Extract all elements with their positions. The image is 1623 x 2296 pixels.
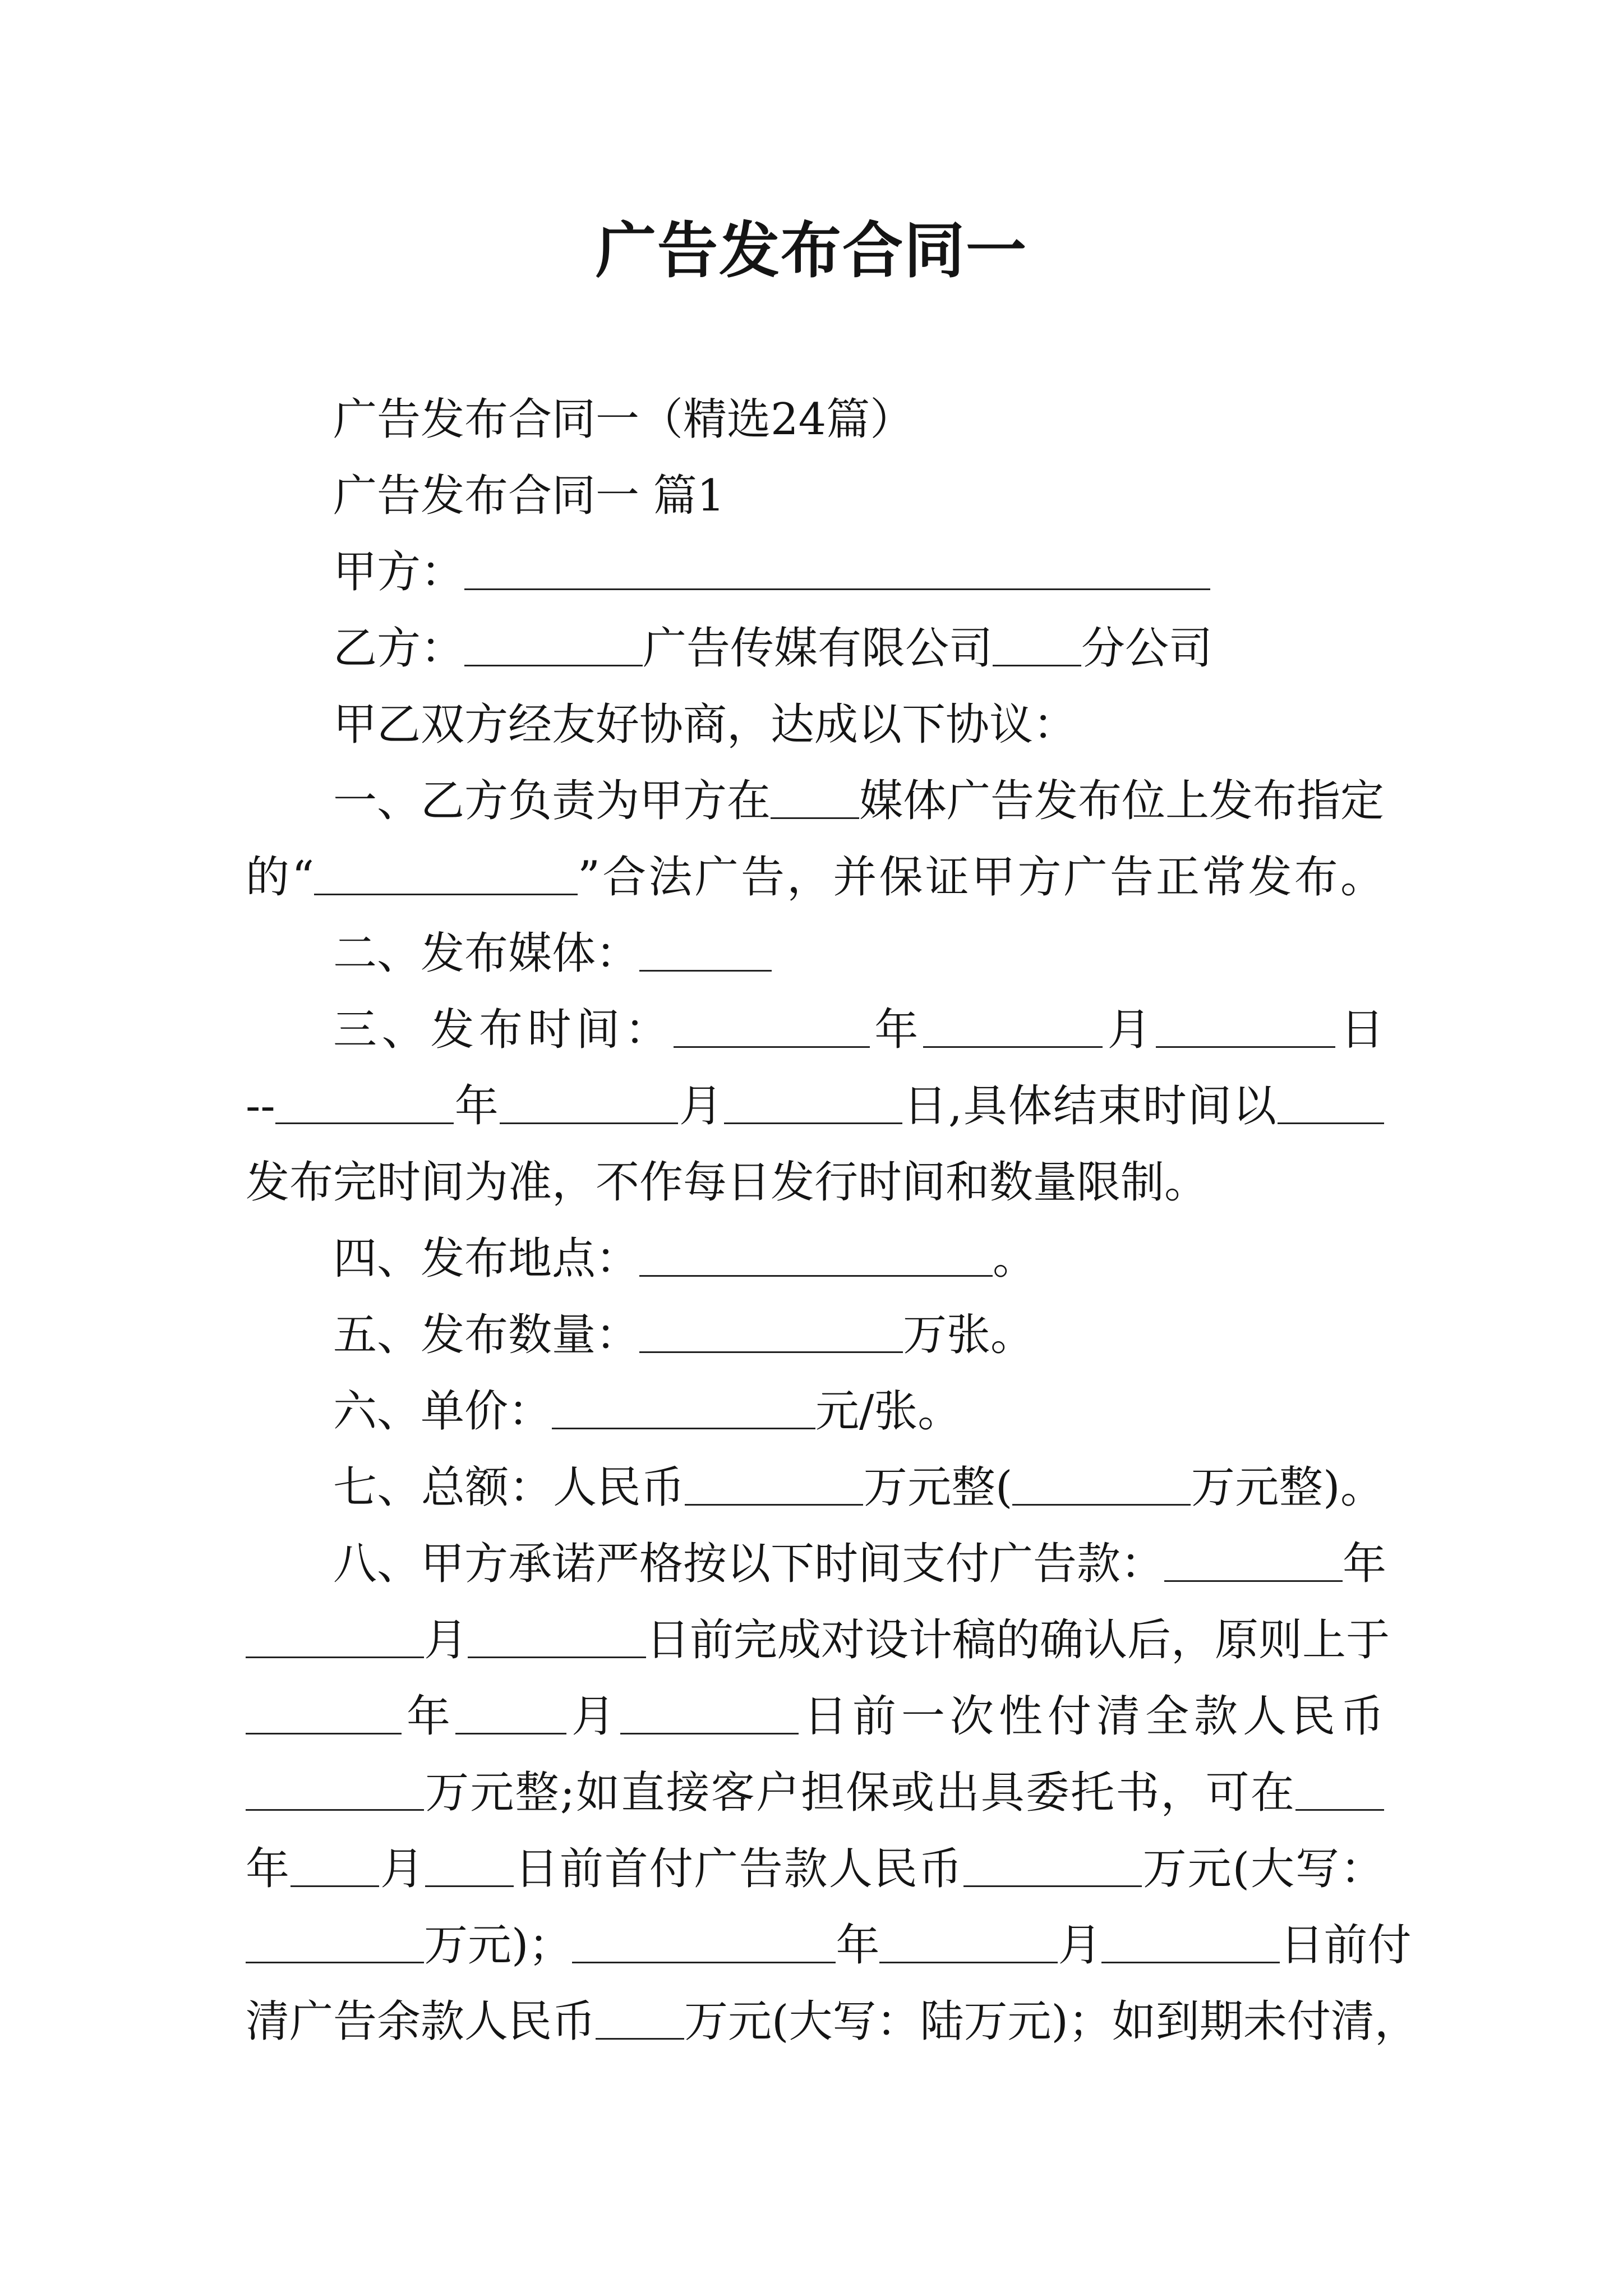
clause-6 [246,1373,1384,1450]
blank-field [572,1922,836,1963]
clause-7-text-c: 万元整)。 [1191,1462,1384,1513]
blank-field [963,1846,1142,1887]
clause-8-line-6 [246,1907,1412,1984]
blank-field [639,1236,993,1277]
intro-text: 甲乙双方经友好协商，达成以下协议： [333,700,1077,750]
dash-text: -- [246,1081,275,1131]
section-heading: 广告发布合同一 篇1 [333,471,725,521]
blank-field [771,778,859,819]
clause-7 [246,1450,1384,1526]
clause-3-text-b: 日,具体结束时间以 [902,1081,1278,1131]
blank-field [674,1007,870,1048]
month-label: 月 [677,1081,724,1131]
period-mark: 。 [993,1234,1037,1284]
blank-field [464,549,1210,590]
document-body [246,381,1418,2060]
clause-3-text-a: 三、发布时间： [333,1005,674,1055]
year-label: 年 [1343,1539,1387,1589]
blank-field [1164,1541,1343,1582]
blank-field [246,1922,424,1963]
clause-2 [246,915,1384,992]
party-a-line [246,534,1384,610]
clause-3-line-1 [246,992,1384,1068]
blank-field [923,1007,1103,1048]
clause-8-text-f: 万元(大写： [1141,1844,1384,1894]
blank-field [552,1388,815,1429]
clause-8-text-g: 万元)； [424,1920,573,1971]
blank-field [464,625,643,666]
page-title: 广告发布合同一 [595,215,1027,286]
blank-field [455,1694,566,1734]
blank-field [1156,1007,1335,1048]
clause-4 [246,1221,1384,1297]
clause-8-line-3 [246,1678,1384,1755]
year-label: 年 [246,1844,291,1894]
blank-field [314,854,578,895]
clause-8-text-j: 万元(大写：陆万元)；如到期未付清， [684,1996,1418,2047]
subtitle: 广告发布合同一（精选24篇） [333,394,914,445]
year-label: 年 [402,1691,455,1742]
clause-2-text: 二、发布媒体： [333,928,640,979]
clause-5-text: 五、发布数量： [333,1310,640,1360]
clause-1-line-1 [246,763,1384,839]
year-label: 年 [453,1081,500,1131]
clause-8-text-c: 日前一次性付清全款人民币 [799,1691,1384,1742]
clause-8-text-i: 清广告余款人民币 [246,1996,596,2047]
month-label: 月 [1058,1920,1102,1971]
clause-5-unit: 万张。 [903,1310,1035,1360]
blank-field [246,1694,402,1734]
blank-field [425,1846,514,1887]
clause-3-line-3: 发布完时间为准，不作每日发行时间和数量限制。 [246,1157,1209,1208]
year-label: 年 [836,1920,880,1971]
party-b-branch: 分公司 [1081,623,1213,674]
clause-8-text-b: 日前完成对设计稿的确认后，原则上于 [646,1615,1390,1665]
clause-7-text-b: 万元整( [863,1462,1013,1513]
clause-1-text-a: 一、乙方负责为甲方在 [333,776,771,826]
clause-8-line-2 [246,1602,1390,1678]
blank-field [468,1617,646,1658]
clause-1-text-b: 媒体广告发布位上发布指定 [859,776,1385,826]
party-b-label: 乙方： [333,623,465,674]
clause-8-text-a: 八、甲方承诺严格按以下时间支付广告款： [333,1539,1165,1589]
clause-8-text-d: 万元整;如直接客户担保或出具委托书，可在 [424,1768,1295,1818]
blank-field [724,1083,902,1124]
day-label: 日 [1335,1005,1384,1055]
blank-field [620,1694,799,1734]
party-a-label: 甲方： [333,547,465,597]
blank-field [596,1999,684,2040]
blank-field [1101,1922,1280,1963]
clause-8-text-h: 日前付 [1280,1920,1412,1971]
clause-3-line-2 [246,1068,1384,1144]
party-b-line [246,610,1384,687]
month-label: 月 [1102,1005,1156,1055]
clause-8-line-4 [246,1755,1384,1831]
blank-field [639,1312,903,1353]
month-label: 月 [566,1691,620,1742]
clause-1-text-d: ”合法广告，并保证甲方广告正常发布。 [578,852,1384,903]
clause-1-text-c: 的“ [246,852,315,903]
blank-field [291,1846,379,1887]
blank-field [1295,1770,1384,1811]
clause-4-text: 四、发布地点： [333,1234,640,1284]
clause-8-line-5 [246,1831,1384,1907]
blank-field [246,1770,424,1811]
clause-8-line-7 [246,1984,1418,2060]
clause-7-text-a: 七、总额：人民币 [333,1462,685,1513]
blank-field [639,931,772,972]
blank-field [685,1465,863,1506]
blank-field [1012,1465,1191,1506]
blank-field [993,625,1081,666]
clause-5 [246,1297,1384,1373]
month-label: 月 [379,1844,425,1894]
blank-field [500,1083,678,1124]
clause-8-text-e: 日前首付广告款人民币 [513,1844,963,1894]
blank-field [275,1083,454,1124]
clause-6-text: 六、单价： [333,1386,552,1437]
blank-field [1278,1083,1384,1124]
clause-1-line-2 [246,839,1384,915]
year-label: 年 [869,1005,923,1055]
month-label: 月 [424,1615,468,1665]
blank-field [246,1617,424,1658]
clause-8-line-1 [246,1526,1387,1602]
party-b-company: 广告传媒有限公司 [643,623,993,674]
blank-field [879,1922,1058,1963]
clause-6-unit: 元/张。 [815,1386,962,1437]
